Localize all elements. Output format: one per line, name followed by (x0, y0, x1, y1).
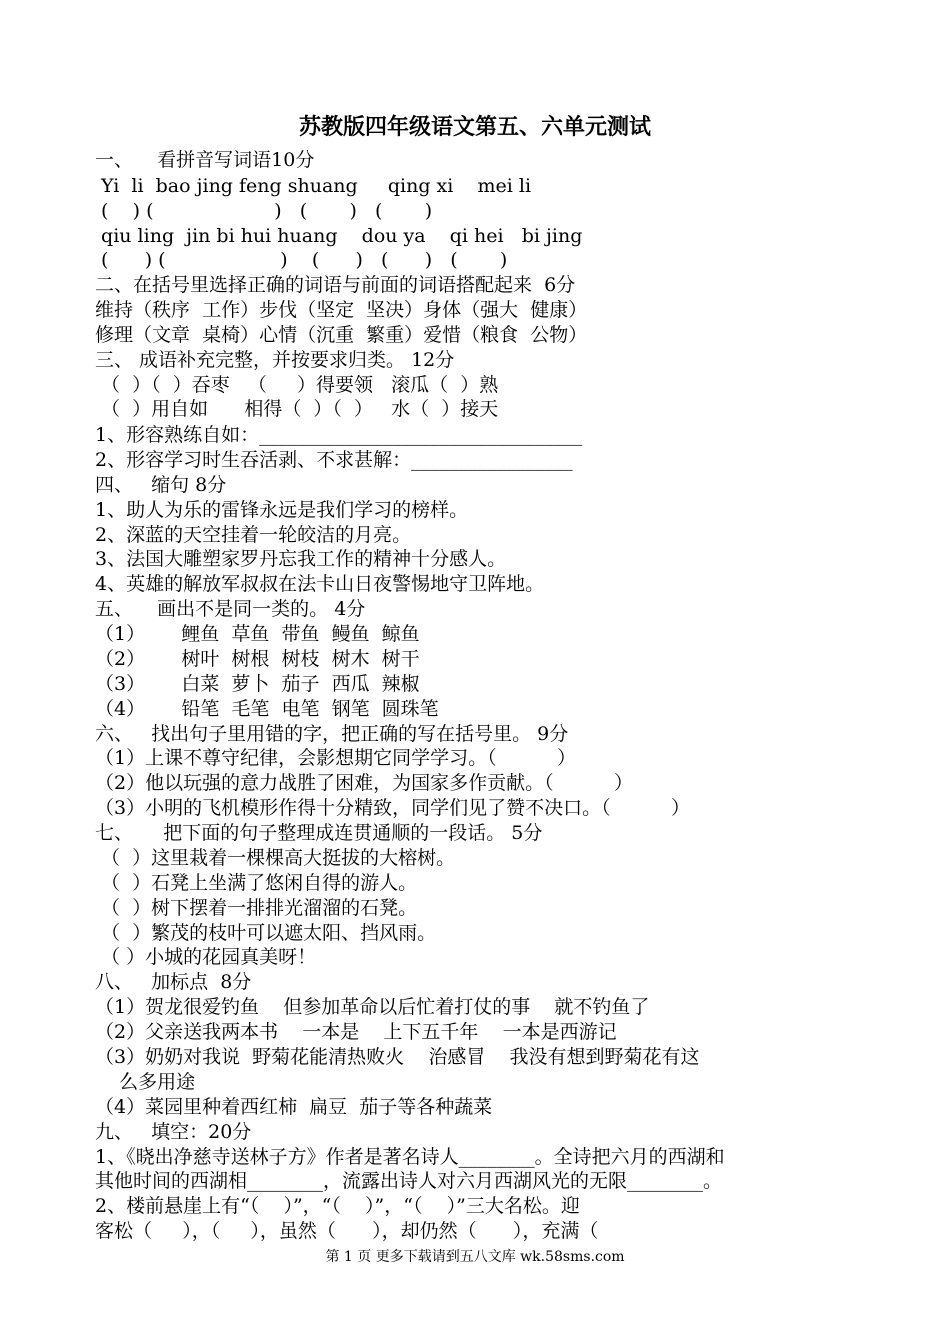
text-line: Yi li bao jing feng shuang qing xi mei li (95, 175, 532, 197)
text-line: 九、 填空：20分 (95, 1121, 252, 1143)
text-line: （1）上课不尊守纪律，会影想期它同学学习。（ ） (95, 747, 576, 769)
text-line: 客松（ ），（ ），虽然（ ），却仍然（ ），充满（ (95, 1220, 599, 1242)
text-line: （ ）小城的花园真美呀！ (95, 946, 317, 968)
text-line: （3） 白菜 萝卜 茄子 西瓜 辣椒 (95, 673, 420, 695)
text-line: qiu ling jin bi hui huang dou ya qi hei bi jing (95, 225, 583, 247)
text-line: 么多用途 (95, 1071, 196, 1093)
text-line: （2）他以玩强的意力战胜了困难，为国家多作贡献。（ ） (95, 772, 633, 794)
text-line: 三、 成语补充完整，并按要求归类。 12分 (95, 349, 455, 371)
text-line: （2） 树叶 树根 树枝 树木 树干 (95, 648, 420, 670)
text-line: 1、形容熟练自如：__________________________________ (95, 424, 583, 446)
text-line: （4）菜园里种着西红柿 扁豆 茄子等各种蔬菜 (95, 1096, 493, 1118)
text-line: 一、 看拼音写词语10分 (95, 149, 315, 171)
text-line: （1）贺龙很爱钓鱼 但参加革命以后忙着打仗的事 就不钓鱼了 (95, 996, 650, 1018)
text-line: 五、 画出不是同一类的。 4分 (95, 598, 366, 620)
text-line: （3）奶奶对我说 野菊花能清热败火 治感冒 我没有想到野菊花有这 (95, 1046, 700, 1068)
text-line: 二、在括号里选择正确的词语与前面的词语搭配起来 6分 (95, 274, 576, 296)
text-line: 其他时间的西湖相________，流露出诗人对六月西湖风光的无限________。 (95, 1170, 723, 1192)
text-line: （ ）石凳上坐满了悠闲自得的游人。 (95, 872, 418, 894)
text-line: 修理（文章 桌椅）心情（沉重 繁重）爱惜（粮食 公物） (95, 324, 588, 346)
text-line: ( ) ( ) ( ) ( ) ( ) (95, 249, 508, 271)
text-line: ( ) ( ) ( ) ( ) (95, 200, 433, 222)
text-line: （2）父亲送我两本书 一本是 上下五千年 一本是西游记 (95, 1021, 617, 1043)
text-line: （ ）繁茂的枝叶可以遮太阳、挡风雨。 (95, 922, 437, 944)
text-line: 四、 缩句 8分 (95, 474, 227, 496)
text-line: 七、 把下面的句子整理成连贯通顺的一段话。 5分 (95, 822, 543, 844)
page-title: 苏教版四年级语文第五、六单元测试 (298, 114, 651, 140)
text-line: （ ）这里栽着一棵棵高大挺拔的大榕树。 (95, 847, 456, 869)
text-line: 4、英雄的解放军叔叔在法卡山日夜警惕地守卫阵地。 (95, 573, 545, 595)
text-line: 六、 找出句子里用错的字，把正确的写在括号里。 9分 (95, 723, 569, 745)
text-line: 2、深蓝的天空挂着一轮皎洁的月亮。 (95, 524, 412, 546)
text-line: 1、助人为乐的雷锋永远是我们学习的榜样。 (95, 499, 469, 521)
text-line: 2、楼前悬崖上有“（ ）”，“（ ）”，“（ ）”三大名松。迎 (95, 1195, 580, 1217)
text-line: 3、法国大雕塑家罗丹忘我工作的精神十分感人。 (95, 548, 507, 570)
text-line: （ ）用自如 相得（ ）（ ） 水（ ）接天 (95, 398, 499, 420)
text-line: 1、《晓出净慈寺送林子方》作者是著名诗人________。全诗把六月的西湖和 (95, 1146, 725, 1168)
page-footer: 第 1 页 更多下载请到五八文库 wk.58sms.com (325, 1249, 625, 1265)
text-line: （3）小明的飞机模形作得十分精致，同学们见了赞不决口。（ ） (95, 797, 690, 819)
text-line: （1） 鲤鱼 草鱼 带鱼 鳗鱼 鲸鱼 (95, 623, 420, 645)
text-line: （4） 铅笔 毛笔 电笔 钢笔 圆珠笔 (95, 698, 439, 720)
text-line: 2、形容学习时生吞活剥、不求甚解：_________________ (95, 449, 573, 471)
text-line: （ ）（ ）吞枣 （ ）得要领 滚瓜（ ）熟 (95, 374, 499, 396)
text-line: （ ）树下摆着一排排光溜溜的石凳。 (95, 897, 418, 919)
text-line: 维持（秩序 工作）步伐（坚定 坚决）身体（强大 健康） (95, 299, 588, 321)
text-line: 八、 加标点 8分 (95, 971, 252, 993)
